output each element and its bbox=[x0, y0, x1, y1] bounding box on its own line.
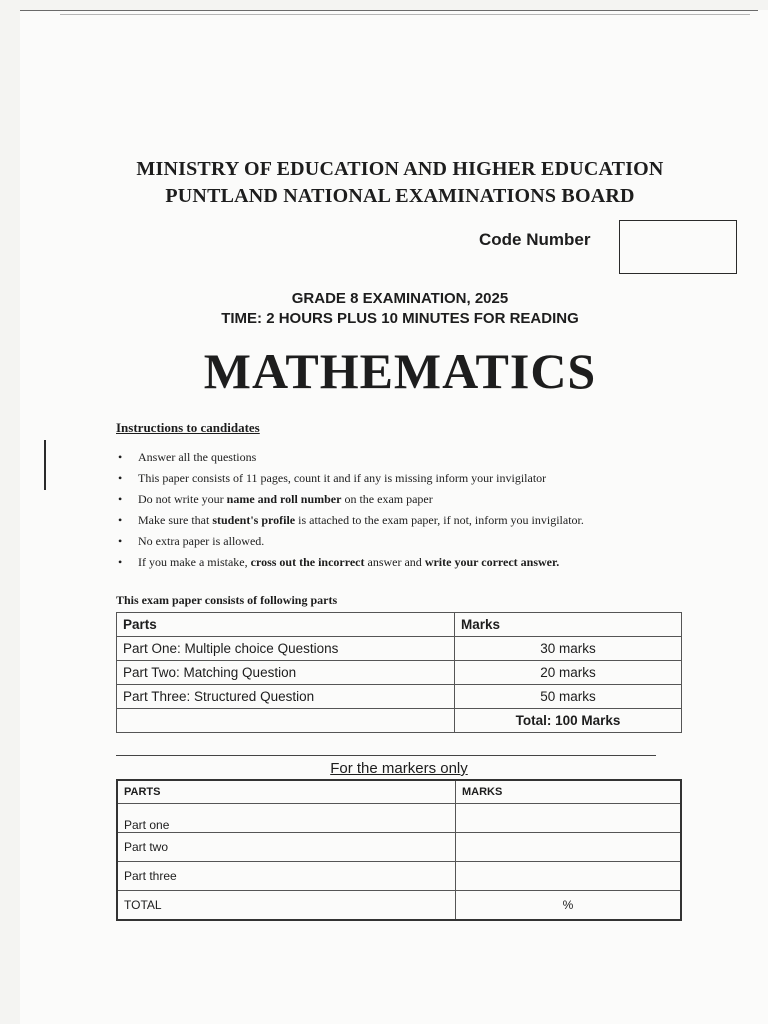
part-cell: Part Two: Matching Question bbox=[117, 661, 455, 685]
ministry-header bbox=[100, 156, 700, 210]
part-cell: Part Three: Structured Question bbox=[117, 685, 455, 709]
separator-line bbox=[116, 755, 656, 756]
instruction-item: • If you make a mistake, cross out the incorrect answer and write your correct answer. bbox=[116, 552, 696, 573]
table-row bbox=[117, 804, 681, 833]
table-header-row bbox=[117, 780, 681, 804]
exam-info bbox=[100, 289, 700, 329]
instruction-item: • This paper consists of 11 pages, count it and if any is missing inform your invigilator bbox=[116, 468, 696, 489]
grade-line: GRADE 8 EXAMINATION, 2025 bbox=[291, 290, 509, 307]
total-label-cell: TOTAL bbox=[117, 891, 456, 921]
part-cell: Part two bbox=[117, 833, 456, 862]
marks-cell: 30 marks bbox=[455, 637, 682, 661]
table-row bbox=[117, 685, 682, 709]
marks-cell: 50 marks bbox=[455, 685, 682, 709]
marks-entry-cell[interactable] bbox=[456, 833, 682, 862]
instruction-item: • Do not write your name and roll number on the exam paper bbox=[116, 489, 696, 510]
marks-cell: 20 marks bbox=[455, 661, 682, 685]
marks-entry-cell[interactable] bbox=[456, 804, 682, 833]
code-number-box[interactable] bbox=[619, 220, 737, 274]
markers-table bbox=[116, 779, 682, 921]
parts-table bbox=[116, 612, 682, 733]
table-header-row bbox=[117, 613, 682, 637]
top-edge-rule bbox=[20, 10, 758, 11]
marks-entry-cell[interactable] bbox=[456, 862, 682, 891]
instruction-item: • No extra paper is allowed. bbox=[116, 531, 696, 552]
parts-caption: This exam paper consists of following parts bbox=[116, 593, 338, 607]
part-cell: Part one bbox=[117, 804, 456, 833]
subject-title: MATHEMATICS bbox=[203, 343, 597, 399]
header-marks: MARKS bbox=[456, 780, 682, 804]
code-number-label: Code Number bbox=[479, 230, 591, 249]
header-marks: Marks bbox=[455, 613, 682, 637]
header-parts: Parts bbox=[117, 613, 455, 637]
top-edge-rule-secondary bbox=[60, 14, 750, 15]
part-cell: Part three bbox=[117, 862, 456, 891]
time-line: TIME: 2 HOURS PLUS 10 MINUTES FOR READING bbox=[221, 310, 579, 327]
instruction-item: • Make sure that student's profile is attached to the exam paper, if not, inform you invigilator. bbox=[116, 510, 696, 531]
header-parts: PARTS bbox=[117, 780, 456, 804]
table-total-row bbox=[117, 891, 681, 921]
instructions-heading: Instructions to candidates bbox=[116, 420, 260, 435]
table-row bbox=[117, 833, 681, 862]
instruction-item: • Answer all the questions bbox=[116, 447, 696, 468]
empty-cell bbox=[117, 709, 455, 733]
total-percent-cell[interactable]: % bbox=[456, 891, 682, 921]
ministry-line-1: MINISTRY OF EDUCATION AND HIGHER EDUCATION bbox=[136, 158, 664, 180]
total-marks-cell: Total: 100 Marks bbox=[455, 709, 682, 733]
margin-mark bbox=[44, 440, 46, 490]
part-cell: Part One: Multiple choice Questions bbox=[117, 637, 455, 661]
ministry-line-2: PUNTLAND NATIONAL EXAMINATIONS BOARD bbox=[165, 185, 635, 207]
table-row bbox=[117, 862, 681, 891]
table-total-row bbox=[117, 709, 682, 733]
table-row bbox=[117, 637, 682, 661]
markers-title: For the markers only bbox=[330, 760, 468, 777]
instructions-list bbox=[116, 447, 696, 573]
table-row bbox=[117, 661, 682, 685]
